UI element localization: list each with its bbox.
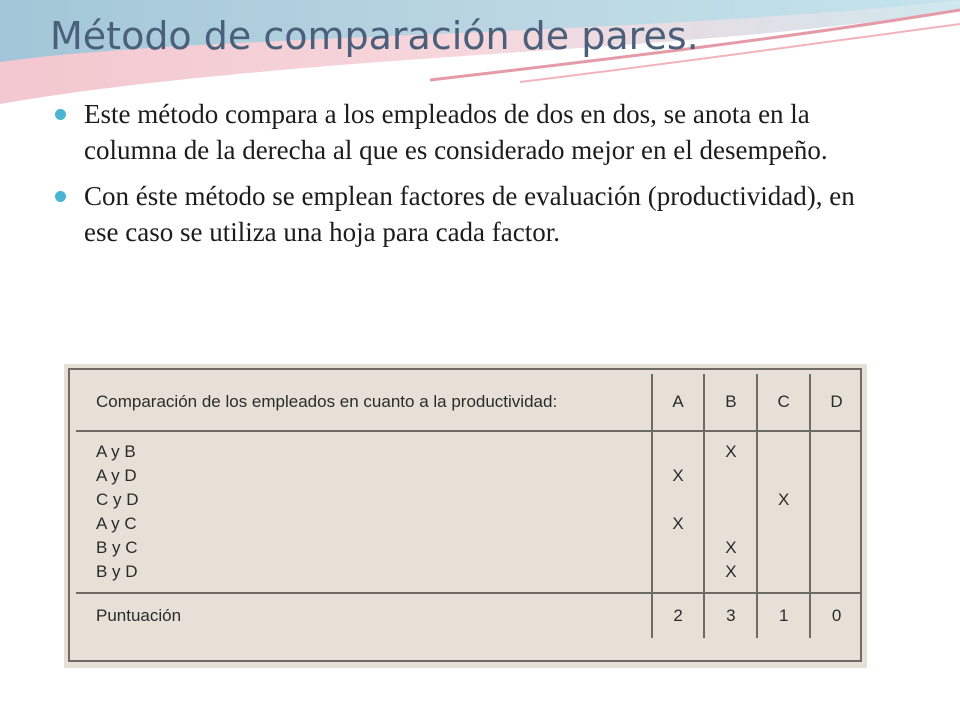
column-header-a: A	[652, 374, 705, 431]
mark-cell	[811, 464, 862, 488]
bullet-list	[52, 96, 872, 260]
mark-cell: X	[778, 490, 790, 509]
slide-title: Método de comparación de pares.	[50, 14, 699, 58]
bullet-item	[52, 178, 872, 250]
score-c: 1	[757, 593, 810, 638]
mark-cell: X	[672, 514, 684, 533]
scanned-table-image	[64, 364, 867, 668]
mark-cell	[705, 488, 756, 512]
score-label: Puntuación	[76, 593, 652, 638]
mark-cell	[653, 488, 704, 512]
mark-cell: X	[725, 442, 737, 461]
column-header-d: D	[810, 374, 862, 431]
pair-row: A y B	[96, 442, 136, 461]
mark-cell: X	[672, 466, 684, 485]
mark-cell	[653, 440, 704, 464]
column-header-c: C	[757, 374, 810, 431]
pair-list	[96, 440, 651, 584]
pair-row: A y D	[96, 466, 137, 485]
marks-column-c	[758, 440, 809, 584]
mark-cell	[653, 536, 704, 560]
bullet-text: Este método compara a los empleados de dos en dos, se anota en la columna de la derecha al que es considerado mejor en el desempeño.	[84, 99, 828, 165]
comparison-table	[76, 374, 862, 638]
score-d: 0	[810, 593, 862, 638]
mark-cell: X	[725, 538, 737, 557]
mark-cell	[758, 464, 809, 488]
score-b: 3	[704, 593, 757, 638]
mark-cell	[811, 512, 862, 536]
table-body-row	[76, 431, 862, 593]
pair-row: B y C	[96, 538, 138, 557]
mark-cell	[758, 536, 809, 560]
bullet-dot-icon	[55, 191, 66, 202]
bullet-dot-icon	[55, 109, 66, 120]
marks-column-a	[653, 440, 704, 584]
mark-cell	[811, 488, 862, 512]
mark-cell	[705, 512, 756, 536]
mark-cell	[758, 560, 809, 584]
mark-cell	[653, 560, 704, 584]
mark-cell	[811, 440, 862, 464]
mark-cell	[811, 536, 862, 560]
table-header-label: Comparación de los empleados en cuanto a la productividad:	[76, 374, 652, 431]
table-footer-row	[76, 593, 862, 638]
bullet-text: Con éste método se emplean factores de evaluación (productividad), en ese caso se utiliza una hoja para cada factor.	[84, 181, 855, 247]
pair-row: C y D	[96, 490, 139, 509]
pair-row: A y C	[96, 514, 137, 533]
mark-cell	[811, 560, 862, 584]
table-header-row	[76, 374, 862, 431]
score-a: 2	[652, 593, 705, 638]
mark-cell	[705, 464, 756, 488]
mark-cell	[758, 512, 809, 536]
pair-row: B y D	[96, 562, 138, 581]
bullet-item	[52, 96, 872, 168]
column-header-b: B	[704, 374, 757, 431]
marks-column-d	[811, 440, 862, 584]
mark-cell: X	[725, 562, 737, 581]
marks-column-b	[705, 440, 756, 584]
mark-cell	[758, 440, 809, 464]
